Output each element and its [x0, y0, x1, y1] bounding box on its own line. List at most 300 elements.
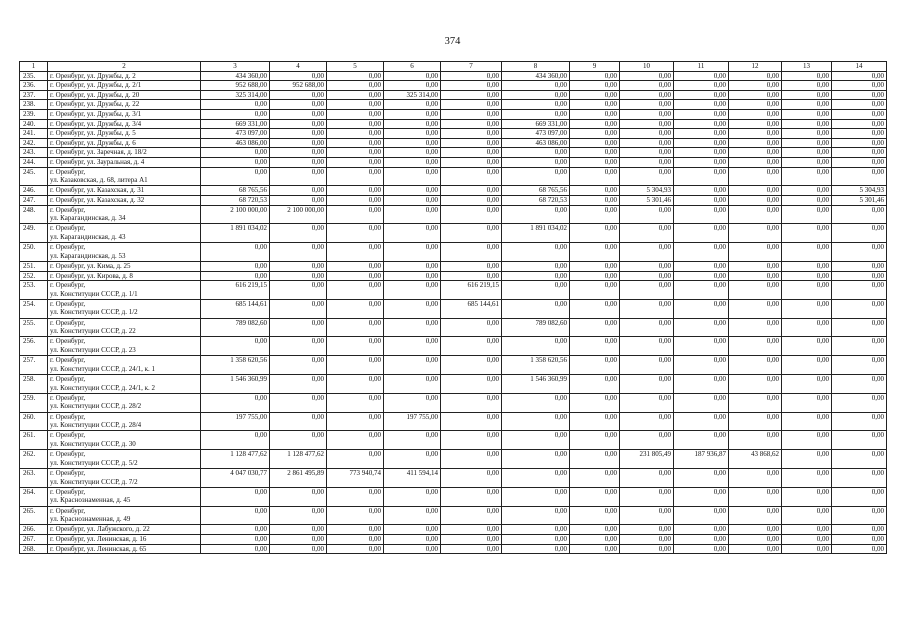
value-cell-col-11: 0,00	[674, 157, 729, 167]
value-cell-col-8: 0,00	[502, 90, 570, 100]
value-cell-col-7: 0,00	[441, 506, 502, 525]
value-cell-col-11: 0,00	[674, 544, 729, 554]
value-cell-col-4: 952 688,00	[270, 81, 327, 91]
value-cell-col-4: 0,00	[270, 100, 327, 110]
value-cell-col-9: 0,00	[570, 138, 620, 148]
value-cell-col-8: 0,00	[502, 148, 570, 158]
value-cell-col-13: 0,00	[782, 261, 832, 271]
value-cell-col-12: 0,00	[729, 195, 782, 205]
value-cell-col-7: 0,00	[441, 243, 502, 262]
value-cell-col-10: 0,00	[620, 469, 674, 488]
value-cell-col-5: 0,00	[327, 129, 384, 139]
value-cell-col-3: 1 358 620,56	[201, 356, 270, 375]
column-header-14: 14	[832, 62, 887, 72]
table-row	[20, 195, 887, 205]
address-line: ул. Конституции СССР, д. 1/1	[50, 289, 138, 298]
value-cell-col-6: 325 314,00	[384, 90, 441, 100]
address-line: ул. Конституции СССР, д. 22	[50, 327, 136, 336]
value-cell-col-8: 1 546 360,99	[502, 375, 570, 394]
value-cell-col-12: 0,00	[729, 90, 782, 100]
value-cell-col-6: 197 755,00	[384, 412, 441, 431]
value-cell-col-4: 0,00	[270, 487, 327, 506]
value-cell-col-3: 0,00	[201, 109, 270, 119]
value-cell-col-4: 0,00	[270, 261, 327, 271]
table-row	[20, 186, 887, 196]
value-cell-col-10: 231 805,49	[620, 450, 674, 469]
value-cell-col-6: 0,00	[384, 393, 441, 412]
value-cell-col-5: 0,00	[327, 167, 384, 186]
value-cell-col-4: 0,00	[270, 224, 327, 243]
value-cell-col-13: 0,00	[782, 469, 832, 488]
value-cell-col-12: 43 868,62	[729, 450, 782, 469]
value-cell-col-3: 0,00	[201, 487, 270, 506]
value-cell-col-8: 0,00	[502, 167, 570, 186]
value-cell-col-14: 0,00	[832, 261, 887, 271]
address-cell	[48, 281, 201, 300]
value-cell-col-9: 0,00	[570, 71, 620, 81]
row-number: 236.	[20, 81, 48, 91]
value-cell-col-12: 0,00	[729, 281, 782, 300]
table-row	[20, 224, 887, 243]
row-number: 239.	[20, 109, 48, 119]
address-cell	[48, 337, 201, 356]
value-cell-col-3: 952 688,00	[201, 81, 270, 91]
value-cell-col-10: 0,00	[620, 337, 674, 356]
value-cell-col-6: 0,00	[384, 506, 441, 525]
address-cell	[48, 487, 201, 506]
value-cell-col-8: 473 097,00	[502, 129, 570, 139]
value-cell-col-14: 5 301,46	[832, 195, 887, 205]
value-cell-col-12: 0,00	[729, 431, 782, 450]
value-cell-col-12: 0,00	[729, 271, 782, 281]
value-cell-col-3: 1 891 034,02	[201, 224, 270, 243]
address-cell	[48, 271, 201, 281]
value-cell-col-8: 0,00	[502, 431, 570, 450]
value-cell-col-11: 0,00	[674, 487, 729, 506]
value-cell-col-5: 0,00	[327, 205, 384, 224]
value-cell-col-5: 0,00	[327, 90, 384, 100]
value-cell-col-14: 0,00	[832, 224, 887, 243]
value-cell-col-4: 0,00	[270, 148, 327, 158]
value-cell-col-14: 0,00	[832, 544, 887, 554]
address-line: г. Оренбург, ул. Лабужского, д. 22	[50, 525, 150, 534]
column-header-11: 11	[674, 62, 729, 72]
value-cell-col-12: 0,00	[729, 109, 782, 119]
value-cell-col-8: 0,00	[502, 299, 570, 318]
value-cell-col-11: 0,00	[674, 431, 729, 450]
value-cell-col-4: 0,00	[270, 356, 327, 375]
value-cell-col-13: 0,00	[782, 109, 832, 119]
table-row	[20, 393, 887, 412]
value-cell-col-4: 0,00	[270, 375, 327, 394]
value-cell-col-5: 0,00	[327, 195, 384, 205]
value-cell-col-4: 0,00	[270, 243, 327, 262]
address-cell	[48, 412, 201, 431]
address-cell	[48, 431, 201, 450]
address-cell	[48, 186, 201, 196]
address-cell	[48, 469, 201, 488]
value-cell-col-13: 0,00	[782, 205, 832, 224]
value-cell-col-12: 0,00	[729, 544, 782, 554]
value-cell-col-6: 0,00	[384, 148, 441, 158]
row-number: 235.	[20, 71, 48, 81]
value-cell-col-13: 0,00	[782, 138, 832, 148]
value-cell-col-12: 0,00	[729, 119, 782, 129]
address-line: ул. Краснознаменная, д. 49	[50, 515, 131, 524]
value-cell-col-11: 0,00	[674, 299, 729, 318]
address-cell	[48, 299, 201, 318]
value-cell-col-5: 0,00	[327, 356, 384, 375]
page-number: 374	[444, 36, 461, 47]
address-line: г. Оренбург, ул. Казахская, д. 32	[50, 195, 145, 204]
row-number: 259.	[20, 393, 48, 412]
value-cell-col-10: 0,00	[620, 535, 674, 545]
value-cell-col-6: 0,00	[384, 129, 441, 139]
value-cell-col-9: 0,00	[570, 431, 620, 450]
value-cell-col-11: 0,00	[674, 119, 729, 129]
value-cell-col-11: 0,00	[674, 506, 729, 525]
value-cell-col-14: 0,00	[832, 356, 887, 375]
value-cell-col-6: 0,00	[384, 535, 441, 545]
value-cell-col-10: 0,00	[620, 167, 674, 186]
value-cell-col-11: 0,00	[674, 129, 729, 139]
value-cell-col-11: 0,00	[674, 261, 729, 271]
value-cell-col-12: 0,00	[729, 224, 782, 243]
value-cell-col-5: 0,00	[327, 100, 384, 110]
table-row	[20, 356, 887, 375]
value-cell-col-8: 0,00	[502, 261, 570, 271]
value-cell-col-9: 0,00	[570, 393, 620, 412]
table-row	[20, 271, 887, 281]
value-cell-col-10: 0,00	[620, 138, 674, 148]
value-cell-col-5: 0,00	[327, 186, 384, 196]
value-cell-col-6: 0,00	[384, 544, 441, 554]
value-cell-col-11: 0,00	[674, 271, 729, 281]
row-number: 238.	[20, 100, 48, 110]
value-cell-col-5: 0,00	[327, 450, 384, 469]
row-number: 253.	[20, 281, 48, 300]
value-cell-col-5: 0,00	[327, 318, 384, 337]
value-cell-col-12: 0,00	[729, 337, 782, 356]
row-number: 241.	[20, 129, 48, 139]
value-cell-col-12: 0,00	[729, 186, 782, 196]
value-cell-col-5: 0,00	[327, 224, 384, 243]
value-cell-col-12: 0,00	[729, 81, 782, 91]
value-cell-col-3: 685 144,61	[201, 299, 270, 318]
address-line: г. Оренбург, ул. Заречная, д. 18/2	[50, 148, 147, 157]
value-cell-col-3: 325 314,00	[201, 90, 270, 100]
value-cell-col-3: 0,00	[201, 544, 270, 554]
value-cell-col-11: 0,00	[674, 90, 729, 100]
address-cell	[48, 525, 201, 535]
value-cell-col-6: 0,00	[384, 487, 441, 506]
value-cell-col-9: 0,00	[570, 281, 620, 300]
value-cell-col-5: 0,00	[327, 157, 384, 167]
value-cell-col-5: 0,00	[327, 393, 384, 412]
value-cell-col-9: 0,00	[570, 81, 620, 91]
address-line: г. Оренбург,	[50, 487, 86, 496]
value-cell-col-4: 0,00	[270, 318, 327, 337]
value-cell-col-3: 789 082,60	[201, 318, 270, 337]
address-cell	[48, 71, 201, 81]
value-cell-col-14: 0,00	[832, 109, 887, 119]
value-cell-col-5: 0,00	[327, 525, 384, 535]
value-cell-col-6: 0,00	[384, 431, 441, 450]
value-cell-col-7: 685 144,61	[441, 299, 502, 318]
value-cell-col-10: 0,00	[620, 356, 674, 375]
value-cell-col-6: 0,00	[384, 224, 441, 243]
address-line: ул. Карагандинская, д. 34	[50, 214, 126, 223]
value-cell-col-4: 0,00	[270, 337, 327, 356]
value-cell-col-8: 0,00	[502, 393, 570, 412]
value-cell-col-8: 669 331,00	[502, 119, 570, 129]
value-cell-col-5: 0,00	[327, 119, 384, 129]
address-line: ул. Конституции СССР, д. 28/2	[50, 402, 142, 411]
column-header-3: 3	[201, 62, 270, 72]
value-cell-col-6: 0,00	[384, 71, 441, 81]
value-cell-col-10: 0,00	[620, 243, 674, 262]
value-cell-col-10: 0,00	[620, 431, 674, 450]
value-cell-col-13: 0,00	[782, 506, 832, 525]
value-cell-col-10: 0,00	[620, 299, 674, 318]
value-cell-col-14: 0,00	[832, 81, 887, 91]
value-cell-col-4: 2 861 495,89	[270, 469, 327, 488]
address-cell	[48, 100, 201, 110]
value-cell-col-5: 0,00	[327, 261, 384, 271]
value-cell-col-11: 0,00	[674, 81, 729, 91]
value-cell-col-10: 0,00	[620, 544, 674, 554]
value-cell-col-10: 0,00	[620, 100, 674, 110]
table-row	[20, 119, 887, 129]
value-cell-col-11: 0,00	[674, 224, 729, 243]
address-line: ул. Карагандинская, д. 43	[50, 232, 126, 241]
value-cell-col-6: 0,00	[384, 205, 441, 224]
value-cell-col-8: 68 765,56	[502, 186, 570, 196]
value-cell-col-14: 0,00	[832, 412, 887, 431]
value-cell-col-4: 0,00	[270, 393, 327, 412]
value-cell-col-4: 0,00	[270, 157, 327, 167]
value-cell-col-8: 0,00	[502, 109, 570, 119]
value-cell-col-4: 0,00	[270, 109, 327, 119]
column-header-9: 9	[570, 62, 620, 72]
address-line: ул. Конституции СССР, д. 24/1, к. 1	[50, 364, 156, 373]
address-line: г. Оренбург, ул. Дружбы, д. 20	[50, 90, 140, 99]
address-line: г. Оренбург, ул. Дружбы, д. 3/4	[50, 119, 142, 128]
row-number: 248.	[20, 205, 48, 224]
row-number: 267.	[20, 535, 48, 545]
value-cell-col-7: 0,00	[441, 271, 502, 281]
value-cell-col-11: 0,00	[674, 281, 729, 300]
value-cell-col-10: 0,00	[620, 205, 674, 224]
value-cell-col-6: 0,00	[384, 375, 441, 394]
value-cell-col-5: 0,00	[327, 109, 384, 119]
column-header-12: 12	[729, 62, 782, 72]
address-line: ул. Конституции СССР, д. 7/2	[50, 477, 138, 486]
value-cell-col-9: 0,00	[570, 375, 620, 394]
address-line: ул. Казаковская, д. 68, литера А1	[50, 176, 148, 185]
value-cell-col-9: 0,00	[570, 525, 620, 535]
address-cell	[48, 375, 201, 394]
address-line: г. Оренбург, ул. Казахская, д. 31	[50, 186, 145, 195]
value-cell-col-9: 0,00	[570, 100, 620, 110]
value-cell-col-9: 0,00	[570, 337, 620, 356]
row-number: 261.	[20, 431, 48, 450]
address-line: ул. Конституции СССР, д. 23	[50, 346, 136, 355]
row-number: 268.	[20, 544, 48, 554]
address-line: г. Оренбург,	[50, 356, 86, 365]
value-cell-col-10: 0,00	[620, 148, 674, 158]
value-cell-col-5: 0,00	[327, 281, 384, 300]
value-cell-col-7: 0,00	[441, 318, 502, 337]
value-cell-col-12: 0,00	[729, 469, 782, 488]
value-cell-col-3: 434 360,00	[201, 71, 270, 81]
address-line: г. Оренбург,	[50, 299, 86, 308]
address-cell	[48, 544, 201, 554]
address-cell	[48, 318, 201, 337]
value-cell-col-9: 0,00	[570, 109, 620, 119]
table-row	[20, 544, 887, 554]
column-header-5: 5	[327, 62, 384, 72]
table-row	[20, 100, 887, 110]
value-cell-col-3: 0,00	[201, 157, 270, 167]
address-line: г. Оренбург,	[50, 281, 86, 290]
value-cell-col-12: 0,00	[729, 412, 782, 431]
value-cell-col-4: 0,00	[270, 167, 327, 186]
value-cell-col-13: 0,00	[782, 129, 832, 139]
address-cell	[48, 224, 201, 243]
value-cell-col-14: 0,00	[832, 318, 887, 337]
value-cell-col-14: 0,00	[832, 148, 887, 158]
value-cell-col-11: 0,00	[674, 167, 729, 186]
value-cell-col-6: 0,00	[384, 261, 441, 271]
value-cell-col-5: 0,00	[327, 535, 384, 545]
value-cell-col-7: 0,00	[441, 393, 502, 412]
row-number: 242.	[20, 138, 48, 148]
address-line: г. Оренбург, ул. Дружбы, д. 3/1	[50, 109, 142, 118]
table-row	[20, 299, 887, 318]
value-cell-col-7: 0,00	[441, 535, 502, 545]
address-line: г. Оренбург,	[50, 205, 86, 214]
value-cell-col-6: 0,00	[384, 195, 441, 205]
value-cell-col-8: 0,00	[502, 412, 570, 431]
value-cell-col-14: 0,00	[832, 157, 887, 167]
value-cell-col-13: 0,00	[782, 71, 832, 81]
value-cell-col-14: 0,00	[832, 337, 887, 356]
value-cell-col-9: 0,00	[570, 243, 620, 262]
address-cell	[48, 243, 201, 262]
address-line: г. Оренбург, ул. Дружбы, д. 5	[50, 129, 136, 138]
row-number: 246.	[20, 186, 48, 196]
address-line: г. Оренбург,	[50, 318, 86, 327]
address-cell	[48, 167, 201, 186]
value-cell-col-12: 0,00	[729, 157, 782, 167]
value-cell-col-9: 0,00	[570, 167, 620, 186]
value-cell-col-6: 411 594,14	[384, 469, 441, 488]
value-cell-col-13: 0,00	[782, 487, 832, 506]
table-row	[20, 167, 887, 186]
value-cell-col-10: 0,00	[620, 281, 674, 300]
address-line: г. Оренбург,	[50, 167, 86, 176]
value-cell-col-13: 0,00	[782, 431, 832, 450]
value-cell-col-12: 0,00	[729, 525, 782, 535]
column-header-6: 6	[384, 62, 441, 72]
value-cell-col-7: 0,00	[441, 195, 502, 205]
value-cell-col-10: 0,00	[620, 157, 674, 167]
value-cell-col-11: 0,00	[674, 356, 729, 375]
value-cell-col-7: 0,00	[441, 375, 502, 394]
address-cell	[48, 129, 201, 139]
table-row	[20, 469, 887, 488]
value-cell-col-13: 0,00	[782, 356, 832, 375]
address-line: г. Оренбург,	[50, 469, 86, 478]
value-cell-col-11: 0,00	[674, 375, 729, 394]
value-cell-col-7: 0,00	[441, 356, 502, 375]
value-cell-col-3: 0,00	[201, 393, 270, 412]
value-cell-col-10: 5 301,46	[620, 195, 674, 205]
address-cell	[48, 81, 201, 91]
value-cell-col-3: 463 086,00	[201, 138, 270, 148]
value-cell-col-13: 0,00	[782, 100, 832, 110]
value-cell-col-5: 0,00	[327, 412, 384, 431]
value-cell-col-8: 434 360,00	[502, 71, 570, 81]
row-number: 258.	[20, 375, 48, 394]
value-cell-col-13: 0,00	[782, 271, 832, 281]
value-cell-col-14: 0,00	[832, 299, 887, 318]
address-line: г. Оренбург, ул. Ленинская, д. 16	[50, 535, 147, 544]
table-row	[20, 205, 887, 224]
value-cell-col-14: 0,00	[832, 535, 887, 545]
value-cell-col-10: 0,00	[620, 90, 674, 100]
value-cell-col-6: 0,00	[384, 243, 441, 262]
value-cell-col-6: 0,00	[384, 281, 441, 300]
value-cell-col-12: 0,00	[729, 506, 782, 525]
value-cell-col-12: 0,00	[729, 318, 782, 337]
value-cell-col-13: 0,00	[782, 544, 832, 554]
row-number: 256.	[20, 337, 48, 356]
value-cell-col-7: 0,00	[441, 261, 502, 271]
value-cell-col-7: 0,00	[441, 109, 502, 119]
table-row	[20, 109, 887, 119]
table-row	[20, 431, 887, 450]
value-cell-col-10: 0,00	[620, 129, 674, 139]
value-cell-col-10: 0,00	[620, 525, 674, 535]
address-cell	[48, 356, 201, 375]
value-cell-col-9: 0,00	[570, 535, 620, 545]
value-cell-col-13: 0,00	[782, 393, 832, 412]
value-cell-col-7: 0,00	[441, 525, 502, 535]
value-cell-col-8: 0,00	[502, 243, 570, 262]
value-cell-col-5: 0,00	[327, 71, 384, 81]
value-cell-col-3: 0,00	[201, 271, 270, 281]
value-cell-col-14: 0,00	[832, 90, 887, 100]
table-row	[20, 261, 887, 271]
value-cell-col-8: 1 891 034,02	[502, 224, 570, 243]
value-cell-col-3: 0,00	[201, 525, 270, 535]
value-cell-col-4: 0,00	[270, 299, 327, 318]
value-cell-col-14: 0,00	[832, 431, 887, 450]
value-cell-col-7: 0,00	[441, 487, 502, 506]
address-cell	[48, 109, 201, 119]
value-cell-col-13: 0,00	[782, 224, 832, 243]
value-cell-col-14: 0,00	[832, 375, 887, 394]
column-header-13: 13	[782, 62, 832, 72]
value-cell-col-9: 0,00	[570, 224, 620, 243]
value-cell-col-9: 0,00	[570, 195, 620, 205]
value-cell-col-13: 0,00	[782, 148, 832, 158]
value-cell-col-9: 0,00	[570, 157, 620, 167]
value-cell-col-8: 0,00	[502, 506, 570, 525]
value-cell-col-11: 0,00	[674, 535, 729, 545]
